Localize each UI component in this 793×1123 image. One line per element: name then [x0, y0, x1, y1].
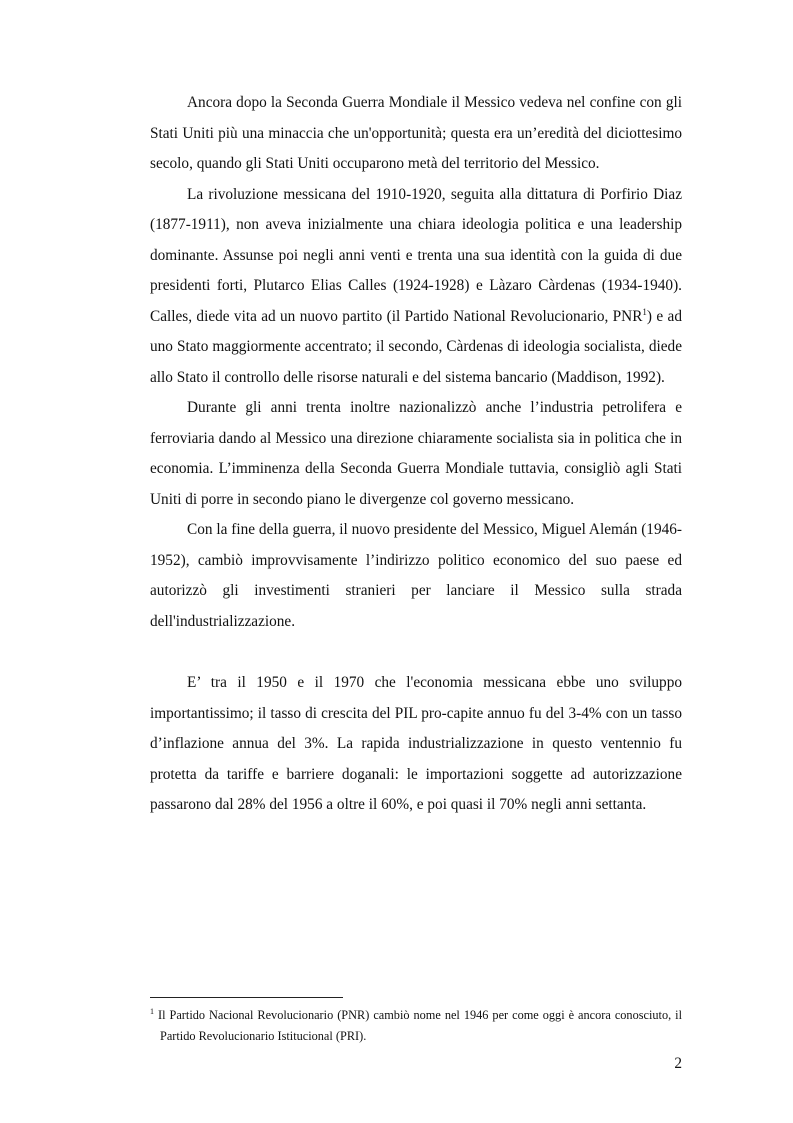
footnote-reference[interactable]: 1 — [642, 306, 647, 317]
paragraph-spacer — [150, 637, 682, 668]
footnote-text: Il Partido Nacional Revolucionario (PNR) cambiò nome nel 1946 per come oggi è ancora conosciuto, il Partido Revolucionario Istitucional (PRI). — [158, 1008, 682, 1043]
paragraph-2-text: La rivoluzione messicana del 1910-1920, seguita alla dittatura di Porfirio Diaz (1877-1911), non aveva inizialmente una chiara ideologia politica e una leadership dominante. Assunse poi negli anni venti e trenta una sua identità con la guida di due presidenti forti, Plutarco Elias Calles (1924-1928) e Làzaro Càrdenas (1934-1940). Calles, diede vita ad un nuovo partito (il Partido National Revolucionario, PNR — [150, 185, 682, 325]
paragraph-3-text: Durante gli anni trenta inoltre nazionalizzò anche l’industria petrolifera e ferroviaria dando al Messico una direzione chiaramente socialista sia in politica che in economia. L’imminenza della Seconda Guerra Mondiale tuttavia, consigliò agli Stati Uniti di porre in secondo piano le divergenze col governo messicano. — [150, 399, 682, 508]
page-number: 2 — [674, 1055, 682, 1072]
document-body — [150, 88, 682, 821]
paragraph-4-text: Con la fine della guerra, il nuovo presidente del Messico, Miguel Alemán (1946-1952), cambiò improvvisamente l’indirizzo politico economico del suo paese ed autorizzò gli investimenti stranieri per lanciare il Messico sulla strada dell'industrializzazione. — [150, 521, 682, 630]
footnote-divider — [150, 997, 343, 998]
footnote-marker: 1 — [150, 1006, 154, 1016]
paragraph-2 — [150, 180, 682, 394]
paragraph-2-continuation: ) e ad uno Stato maggiormente accentrato; il secondo, Càrdenas di ideologia socialista, diede allo Stato il controllo delle risorse naturali e del sistema bancario (Maddison, 1992). — [150, 307, 682, 386]
paragraph-5 — [150, 668, 682, 821]
paragraph-1 — [150, 88, 682, 180]
paragraph-4 — [150, 515, 682, 637]
paragraph-1-text: Ancora dopo la Seconda Guerra Mondiale il Messico vedeva nel confine con gli Stati Uniti più una minaccia che un'opportunità; questa era un’eredità del diciottesimo secolo, quando gli Stati Uniti occuparono metà del territorio del Messico. — [150, 94, 682, 172]
paragraph-5-text: E’ tra il 1950 e il 1970 che l'economia messicana ebbe uno sviluppo importantissimo; il tasso di crescita del PIL pro-capite annuo fu del 3-4% con un tasso d’inflazione annua del 3%. La rapida industrializzazione in questo ventennio fu protetta da tariffe e barriere doganali: le importazioni soggette ad autorizzazione passarono dal 28% del 1956 a oltre il 60%, e poi quasi il 70% negli anni settanta. — [150, 674, 682, 813]
paragraph-3 — [150, 393, 682, 515]
footnote — [150, 1005, 682, 1047]
